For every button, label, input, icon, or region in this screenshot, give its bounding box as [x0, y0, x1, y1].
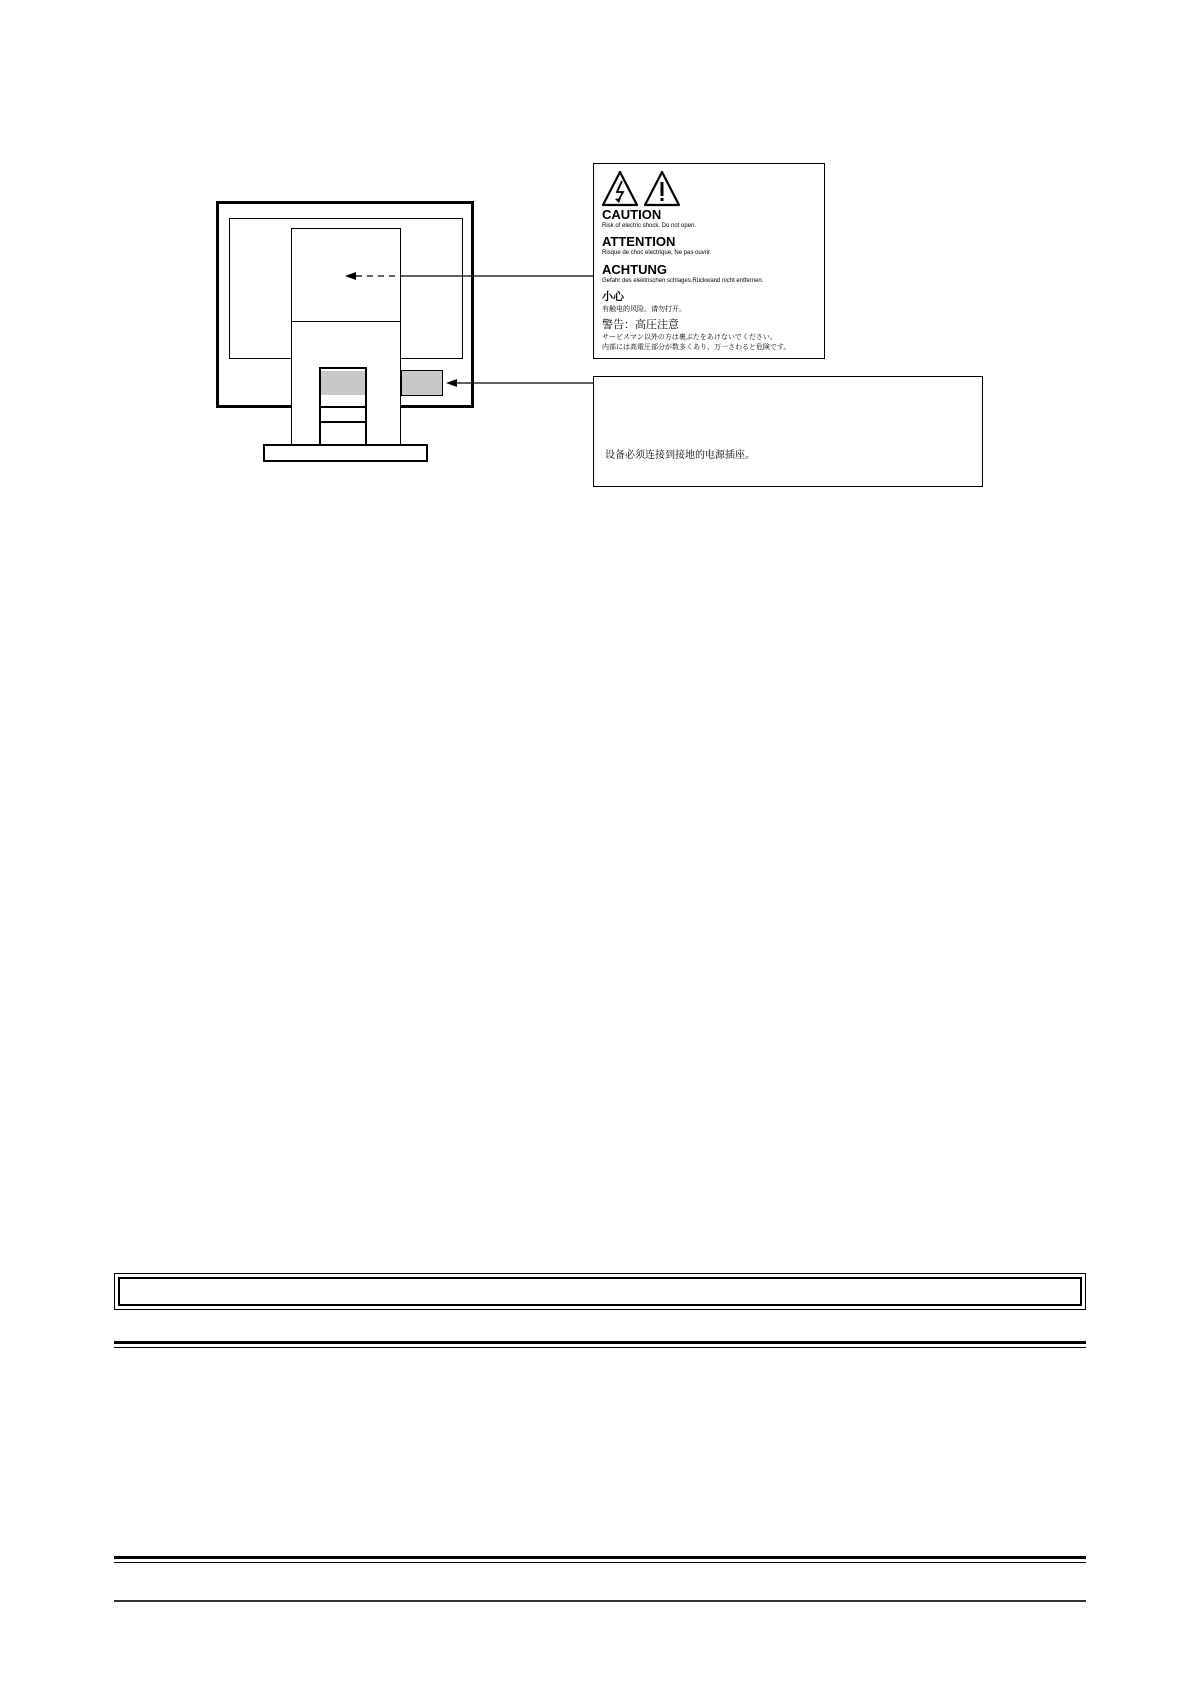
caution-text: Risk of electric shock. Do not open.: [602, 223, 697, 229]
chinese-caution-title: 小心: [602, 291, 624, 303]
section-rule-thick: [114, 1556, 1086, 1559]
slot-bar: [319, 421, 367, 423]
label-location-left: [321, 371, 365, 395]
warning-icons: [602, 170, 682, 208]
monitor-stand-base: [263, 444, 428, 462]
section-rule-thick: [114, 1341, 1086, 1344]
attention-text: Risque de choc electrique, Ne pas ouvrir.: [602, 250, 712, 256]
japanese-caution-title: 警告：高圧注意: [602, 319, 679, 331]
grounding-label: [593, 376, 983, 487]
electric-shock-warning-icon: [603, 172, 637, 205]
caution-label: [593, 163, 825, 359]
exclamation-warning-icon: [645, 172, 679, 205]
caution-title: CAUTION: [602, 207, 662, 222]
slot-bar: [319, 406, 367, 408]
achtung-title: ACHTUNG: [602, 262, 667, 277]
note-box-inner-frame: [118, 1277, 1082, 1306]
label-location-right: [401, 370, 443, 396]
japanese-caution-text-2: 内部には高電圧部分が数多くあり、万一さわると危険です。: [602, 344, 791, 351]
chinese-caution-text: 有触电的风险。请勿打开。: [602, 306, 686, 313]
stand-divider-line: [291, 321, 401, 322]
grounding-label-text: 设备必须连接到接地的电源插座。: [605, 450, 755, 461]
section-rule-thin: [114, 1347, 1086, 1348]
attention-title: ATTENTION: [602, 234, 676, 249]
section-rule-thin: [114, 1562, 1086, 1563]
achtung-text: Gefahr des elektrischen schlages.Rückwand nicht entfernen.: [602, 278, 764, 284]
footer-rule: [114, 1600, 1086, 1602]
japanese-caution-text-1: サービスマン以外の方は裏ぶたをあけないでください。: [602, 334, 777, 341]
